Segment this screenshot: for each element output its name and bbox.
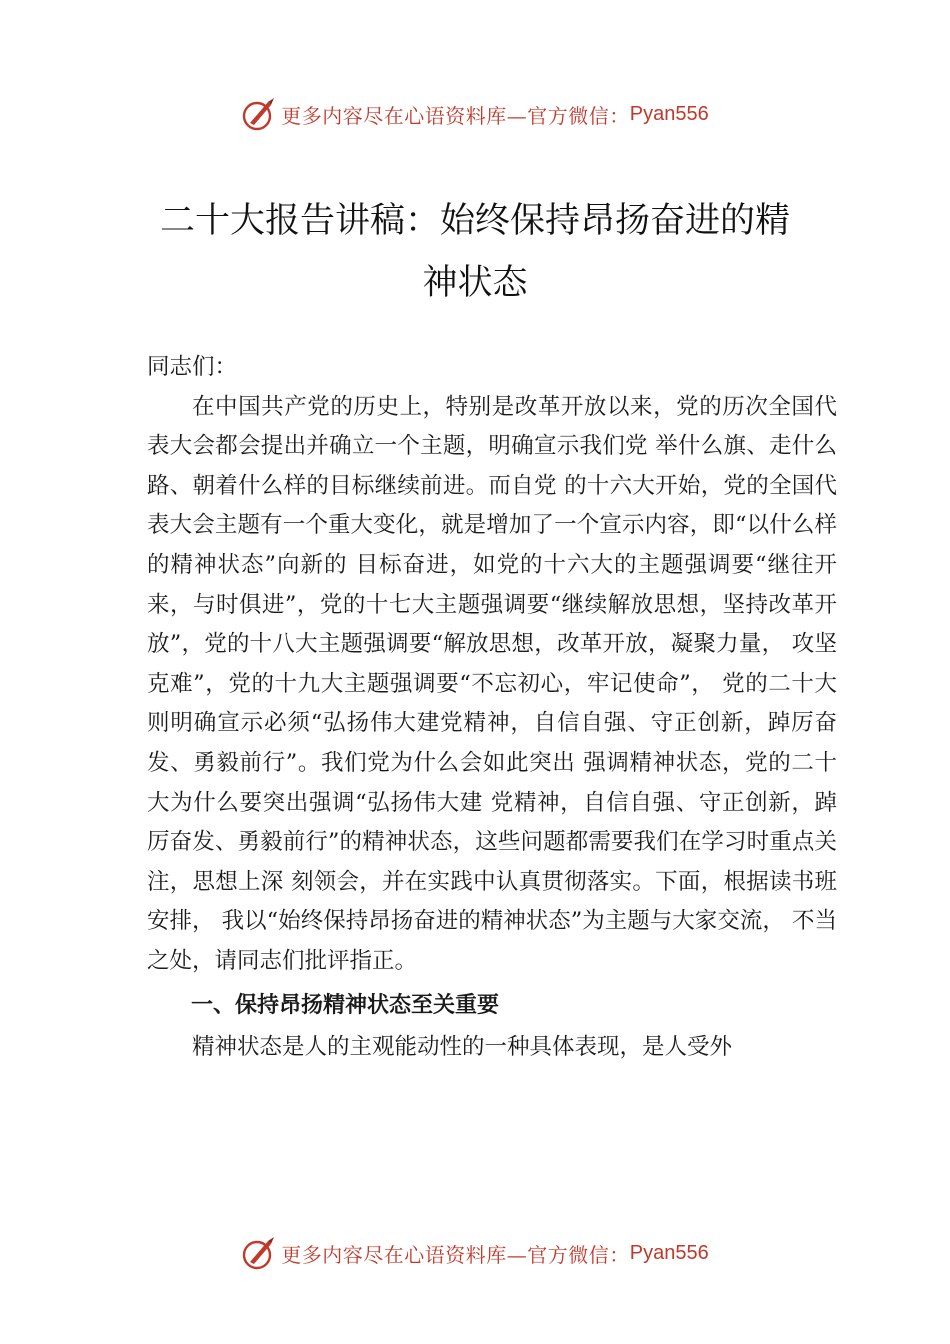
greeting: 同志们： [147, 354, 238, 380]
paragraph-section-1: 精神状态是人的主观能动性的一种具体表现，是人受外 [192, 1033, 733, 1060]
title-line-2: 神状态 [422, 263, 528, 303]
paragraph-intro: 在中国共产党的历史上，特别是改革开放以来，党的历次全国代表大会都会提出并确立一个主题，明确宣示我们党 举什么旗、走什么路、朝着什么样的目标继续前进。而自党 的十六大开始，党的全国代表大会主题有一个重大变化，就是增加了一个宣示内容，即“以什么样的精神状态”向新的 目标奋进，如党的十六大的主题强调要“继往开来，与时俱进”，党的十七大主题强调要“继续解放思想，坚持改革开放”，党的十八大主题强调要“解放思想，改革开放，凝聚力量， 攻坚克难”，党的十九大主题强调要“不忘初心，牢记使命”， 党的二十大则明确宣示必须“弘扬伟大建党精神，自信自强、守正创新，踔厉奋发、勇毅前行”。我们党为什么会如此突出 强调精神状态，党的二十大为什么要突出强调“弘扬伟大建 党精神，自信自强、守正创新，踔厉奋发、勇毅前行”的精神状态，这些问题都需要我们在学习时重点关注，思想上深 刻领会，并在实践中认真贯彻落实。下面，根据读书班安排， 我以“始终保持昂扬奋进的精神状态”为主题与大家交流， 不当之处，请同志们批评指正。 [147, 393, 837, 974]
header-banner [0, 94, 950, 134]
banner-wechat-id: Pyan556 [629, 102, 709, 125]
banner-slogan: 更多内容尽在心语资料库—官方微信： [281, 1242, 630, 1267]
quill-pen-logo-icon [241, 1235, 277, 1271]
banner-slogan: 更多内容尽在心语资料库—官方微信： [281, 103, 630, 128]
banner-wechat-id: Pyan556 [629, 1241, 709, 1264]
document-title [110, 190, 840, 314]
title-line-1: 二十大报告讲稿：始终保持昂扬奋进的精 [159, 201, 790, 241]
footer-banner [0, 1233, 950, 1273]
document-body [147, 348, 837, 1067]
quill-pen-logo-icon [241, 96, 277, 132]
section-heading-1: 一、保持昂扬精神状态至关重要 [191, 992, 500, 1018]
